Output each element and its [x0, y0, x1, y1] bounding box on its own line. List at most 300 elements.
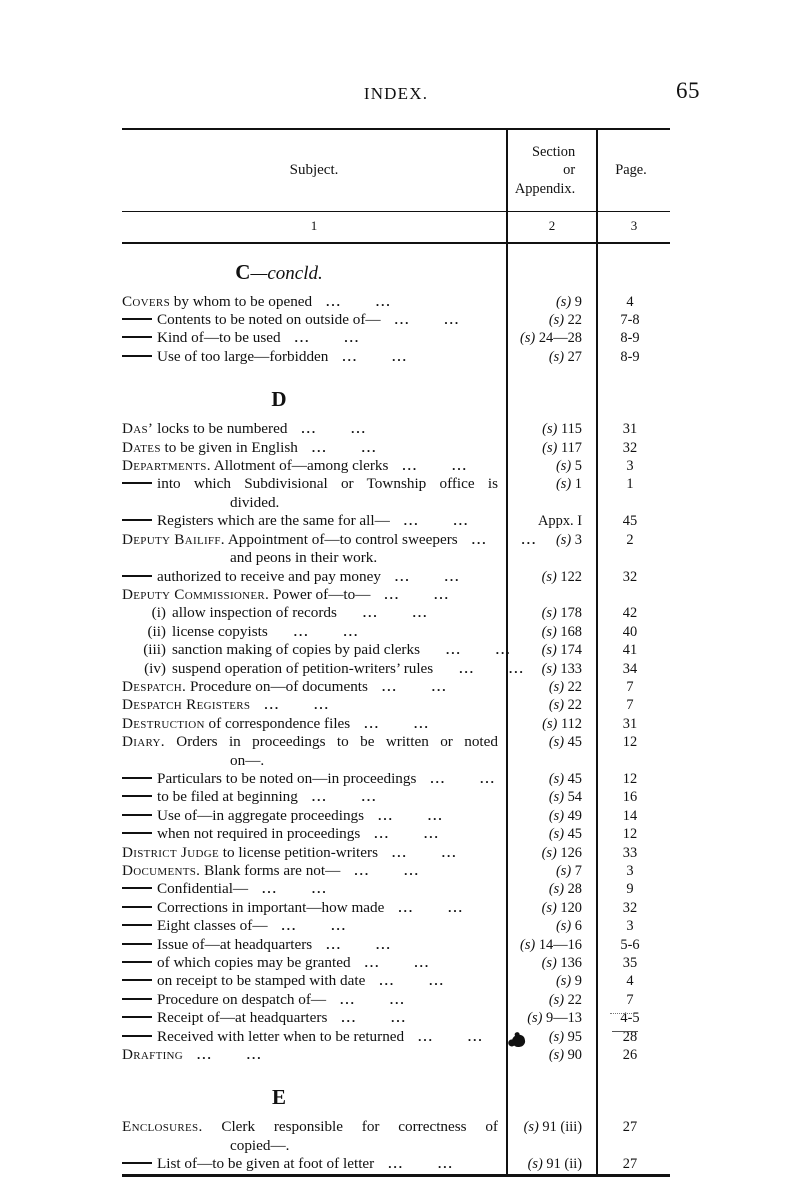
- index-entry-subject: [122, 807, 506, 825]
- leader-dots: ...: [392, 844, 408, 860]
- table-body: [122, 244, 670, 1174]
- column-header-section-line3: Appendix.: [514, 180, 576, 197]
- index-entry-section: (s) 112: [542, 715, 582, 732]
- index-entry-text: Clerk responsible for correctness of: [202, 1118, 498, 1136]
- index-entry-text: Use of too large—forbidden: [157, 347, 329, 365]
- index-headword: Covers: [122, 292, 170, 310]
- index-entry-text: Issue of—at headquarters: [157, 935, 313, 953]
- index-entry-row[interactable]: [122, 770, 670, 788]
- section-prefix: (s): [548, 348, 564, 365]
- overline-smudge-artifact: [610, 1013, 638, 1014]
- section-prefix: (s): [542, 439, 558, 456]
- index-entry-page: 5-6: [620, 936, 640, 953]
- continuation-dash-rule: [122, 318, 152, 320]
- leader-dots: ...: [342, 348, 359, 364]
- leader-dots: ...: [434, 586, 450, 602]
- index-entry-subject: [122, 788, 506, 806]
- index-entry-row[interactable]: [122, 954, 670, 972]
- leader-dots: ...: [452, 458, 468, 474]
- index-entry-subject: [122, 825, 506, 843]
- section-prefix: (s): [548, 312, 564, 329]
- index-entry-subject: [122, 293, 506, 311]
- index-headword: Despatch.: [122, 677, 187, 695]
- index-entry-page: 27: [622, 1119, 638, 1136]
- continuation-dash-rule: [122, 1162, 152, 1164]
- leader-dots: ...: [301, 421, 318, 437]
- column-header-subject: Subject.: [289, 162, 339, 179]
- index-entry-subject: [122, 439, 506, 457]
- index-entry-row[interactable]: [122, 696, 670, 714]
- index-entry-text: of correspondence files: [204, 714, 351, 732]
- column-number-page: 3: [596, 212, 670, 241]
- index-entry-subject: [122, 991, 506, 1009]
- leader-dots: ...: [344, 330, 361, 346]
- index-entry-row[interactable]: [122, 568, 670, 586]
- index-entry-page: 4-5: [620, 1010, 640, 1027]
- index-entry-section: (s) 22: [548, 991, 582, 1008]
- index-entry-page: 4: [626, 973, 634, 990]
- section-prefix: (s): [520, 330, 536, 347]
- leader-dots: ...: [414, 955, 431, 971]
- index-entry-text: to be filed at beginning: [157, 788, 298, 806]
- index-entry-continuation: copied—.: [230, 1136, 290, 1154]
- index-entry-page: 14: [622, 807, 638, 824]
- sub-entry-numeral: (iii): [143, 641, 166, 659]
- section-prefix: (s): [548, 789, 564, 806]
- index-entry-page: 27: [622, 1156, 638, 1173]
- index-headword: Destruction: [122, 714, 205, 732]
- leader-dots: ...: [453, 513, 470, 529]
- index-entry-text: of which copies may be granted: [157, 954, 351, 972]
- page-folio-number: 65: [676, 78, 700, 103]
- index-entry-row[interactable]: [122, 788, 670, 806]
- index-entry-section: (s) 1: [556, 476, 582, 493]
- section-prefix: (s): [541, 642, 557, 659]
- index-entry-page: 31: [622, 421, 638, 438]
- index-entry-row[interactable]: [122, 311, 670, 329]
- section-letter-row: [122, 375, 670, 420]
- index-entry-subject: [122, 1009, 506, 1027]
- index-entry-page: 3: [626, 458, 634, 475]
- leader-dots: ...: [404, 863, 420, 878]
- index-headword: Despatch Registers: [122, 696, 251, 714]
- index-entry-page: 40: [622, 623, 638, 640]
- index-entry-section: (s) 168: [541, 623, 582, 640]
- index-entry-page: 3: [626, 918, 634, 935]
- leader-dots: ...: [364, 955, 381, 971]
- index-entry-page: 2: [626, 531, 634, 548]
- index-entry-section: (s) 9—13: [527, 1010, 582, 1027]
- section-prefix: (s): [541, 623, 557, 640]
- section-prefix: (s): [541, 605, 557, 622]
- leader-dots: ...: [441, 844, 458, 860]
- index-entry-section: (s) 54: [548, 789, 582, 806]
- leader-dots: ...: [361, 789, 378, 805]
- leader-dots: ...: [388, 1156, 404, 1172]
- index-entry-text: Orders in proceedings to be written or noted: [164, 733, 498, 751]
- index-entry-page: 32: [622, 899, 638, 916]
- index-entry-section: (s) 9: [556, 973, 582, 990]
- index-entry-section: (s) 3: [556, 531, 582, 548]
- index-entry-row[interactable]: [122, 604, 670, 622]
- continuation-dash-rule: [122, 355, 152, 357]
- index-entry-row[interactable]: [122, 531, 670, 549]
- index-entry-subject: [122, 715, 506, 733]
- column-divider-2: [596, 244, 598, 1174]
- index-entry-subject: [122, 623, 506, 641]
- index-entry-section: Appx. I: [538, 513, 582, 530]
- index-entry-subject: [122, 641, 512, 659]
- column-number-section: 2: [506, 212, 596, 241]
- leader-dots: ...: [430, 770, 447, 786]
- section-prefix: (s): [542, 715, 558, 732]
- index-entry-section: (s) 22: [548, 697, 582, 714]
- leader-dots: ...: [471, 531, 488, 547]
- column-header-section-line2: or: [563, 162, 576, 179]
- index-entry-text: Procedure on—of documents: [186, 677, 368, 695]
- index-entry-text: Eight classes of—: [157, 917, 268, 935]
- leader-dots: ...: [311, 881, 328, 897]
- leader-dots: ...: [281, 918, 298, 934]
- leader-dots: ...: [389, 991, 406, 1007]
- index-entry-text: Contents to be noted on outside of—: [157, 311, 381, 329]
- index-entry-row[interactable]: [122, 825, 670, 843]
- index-headword: Deputy Commissioner.: [122, 585, 270, 603]
- index-entry-row[interactable]: [122, 348, 670, 366]
- index-headword: Deputy Bailiff.: [122, 530, 225, 548]
- leader-dots: ...: [354, 863, 371, 878]
- leader-dots: ...: [293, 623, 310, 639]
- index-entry-row[interactable]: [122, 1009, 670, 1027]
- index-entry-continuation-row: [122, 549, 670, 567]
- index-entry-row[interactable]: [122, 1155, 670, 1173]
- section-prefix: (s): [548, 734, 564, 751]
- index-entry-section: (s) 45: [548, 826, 582, 843]
- leader-dots: ...: [521, 531, 538, 547]
- section-prefix: (s): [548, 697, 564, 714]
- index-entry-section: (s) 133: [541, 660, 582, 677]
- index-entry-page: 8-9: [620, 348, 640, 365]
- index-entry-section: (s) 90: [548, 1047, 582, 1064]
- column-header-page: Page.: [596, 130, 670, 211]
- leader-dots: ...: [375, 936, 392, 952]
- index-entry-text: Receipt of—at headquarters: [157, 1009, 328, 1027]
- index-entry-subject: [122, 512, 506, 530]
- continuation-dash-rule: [122, 832, 152, 834]
- index-entry-section: (s) 14—16: [520, 936, 582, 953]
- leader-dots: ...: [314, 697, 330, 713]
- index-entry-row[interactable]: [122, 1118, 670, 1136]
- index-entry-section: (s) 95: [548, 1028, 582, 1045]
- index-entry-section: (s) 9: [556, 293, 582, 310]
- index-entry-section: (s) 7: [556, 863, 582, 879]
- index-entry-text: Corrections in important—how made: [157, 898, 385, 916]
- index-entry-section: (s) 91 (iii): [523, 1119, 582, 1136]
- index-entry-subject: [122, 659, 525, 678]
- index-entry-page: 45: [622, 513, 638, 530]
- leader-dots: ...: [364, 715, 380, 731]
- index-entry-section: (s) 45: [548, 770, 582, 787]
- index-entry-text: into which Subdivisional or Township office is: [157, 475, 498, 493]
- leader-dots: ...: [197, 1047, 213, 1063]
- index-entry-subject: [122, 880, 506, 898]
- index-entry-row[interactable]: [122, 972, 670, 990]
- index-entry-section: (s) 117: [542, 439, 582, 456]
- leader-dots: ...: [429, 973, 445, 989]
- index-entry-continuation: on—.: [230, 751, 265, 769]
- index-entry-row[interactable]: [122, 807, 670, 825]
- section-prefix: (s): [541, 844, 557, 861]
- index-headword: Documents.: [122, 862, 201, 879]
- index-entry-continuation: divided.: [230, 493, 280, 511]
- index-table: [122, 128, 670, 1177]
- index-entry-section: (s) 28: [548, 881, 582, 898]
- index-entry-row[interactable]: [122, 862, 670, 880]
- index-entry-subject: [122, 1028, 506, 1046]
- leader-dots: ...: [413, 715, 430, 731]
- continuation-dash-rule: [122, 998, 152, 1000]
- index-entry-subject: [122, 733, 506, 751]
- leader-dots: ...: [437, 1156, 454, 1172]
- index-entry-row[interactable]: [122, 715, 670, 733]
- column-header-section: [506, 130, 596, 211]
- index-entry-page: 7: [626, 678, 634, 695]
- index-entry-text: by whom to be opened: [170, 292, 313, 310]
- index-entry-subject: [122, 457, 506, 475]
- continuation-dash-rule: [122, 1035, 152, 1037]
- index-entry-row[interactable]: [122, 844, 670, 862]
- index-entry-subject: [122, 862, 506, 880]
- index-entry-text: Registers which are the same for all—: [157, 512, 390, 530]
- index-entry-section: (s) 22: [548, 678, 582, 695]
- index-headword: Departments.: [122, 457, 211, 475]
- index-entry-text: locks to be numbered: [153, 420, 288, 438]
- index-entry-page: 41: [622, 642, 638, 659]
- index-entry-subject: [122, 311, 506, 329]
- index-entry-continuation-row: [122, 1137, 670, 1155]
- index-entry-row[interactable]: [122, 733, 670, 751]
- index-entry-text: Particulars to be noted on—in proceedings: [157, 769, 417, 787]
- continuation-dash-rule: [122, 336, 152, 338]
- leader-dots: ...: [375, 293, 392, 309]
- index-entry-row[interactable]: [122, 420, 670, 438]
- section-prefix: (s): [548, 881, 564, 898]
- index-entry-subject: [122, 917, 506, 935]
- leader-dots: ...: [392, 348, 408, 364]
- section-prefix: (s): [541, 660, 557, 677]
- sub-entry-numeral: (i): [151, 604, 166, 622]
- continuation-dash-rule: [122, 1016, 152, 1018]
- index-entry-row[interactable]: [122, 475, 670, 493]
- index-entry-text: Confidential—: [157, 880, 249, 898]
- index-entry-section: (s) 136: [541, 955, 582, 972]
- index-entry-subject: [122, 954, 506, 972]
- index-entry-page: 28: [622, 1028, 638, 1045]
- index-entry-page: 7-8: [620, 312, 640, 329]
- column-number-row: [122, 212, 670, 241]
- index-entry-continuation-row: [122, 752, 670, 770]
- index-entry-text: Power of—to—: [269, 585, 371, 603]
- section-prefix: (s): [556, 293, 572, 310]
- index-entry-row[interactable]: [122, 623, 670, 641]
- index-entry-section: (s) 174: [541, 642, 582, 659]
- section-prefix: (s): [556, 476, 572, 493]
- sub-entry-numeral: (iv): [144, 659, 166, 677]
- index-entry-section: (s) 22: [548, 312, 582, 329]
- index-entry-row[interactable]: [122, 880, 670, 898]
- index-entry-section: (s) 24—28: [520, 330, 582, 347]
- index-entry-text: Blank forms are not—: [200, 862, 341, 879]
- continuation-dash-rule: [122, 961, 152, 963]
- continuation-dash-rule: [122, 814, 152, 816]
- continuation-dash-rule: [122, 519, 152, 521]
- leader-dots: ...: [379, 973, 396, 989]
- leader-dots: ...: [374, 826, 391, 842]
- leader-dots: ...: [361, 439, 378, 455]
- leader-dots: ...: [391, 1010, 407, 1026]
- section-letter-main: C: [235, 259, 251, 284]
- section-prefix: (s): [548, 678, 564, 695]
- leader-dots: ...: [495, 642, 512, 658]
- index-entry-page: 7: [626, 991, 634, 1008]
- index-entry-text: to be given in English: [160, 438, 298, 456]
- continuation-dash-rule: [122, 482, 152, 484]
- index-entry-page: 1: [626, 476, 634, 493]
- index-entry-subject: [122, 420, 506, 438]
- section-letter-main: D: [271, 387, 287, 412]
- index-entry-page: 26: [622, 1047, 638, 1064]
- index-entry-row[interactable]: [122, 899, 670, 917]
- index-entry-row[interactable]: [122, 917, 670, 935]
- continuation-dash-rule: [122, 795, 152, 797]
- index-entry-row[interactable]: [122, 293, 670, 311]
- leader-dots: ...: [459, 660, 475, 676]
- continuation-dash-rule: [122, 887, 152, 889]
- index-entry-text: suspend operation of petition-writers’ rules: [172, 659, 434, 677]
- leader-dots: ...: [412, 605, 429, 621]
- index-entry-text: Allotment of—among clerks: [210, 457, 389, 475]
- section-prefix: (s): [548, 826, 564, 843]
- index-entry-page: 3: [626, 863, 634, 879]
- index-entry-text: allow inspection of records: [172, 604, 337, 622]
- leader-dots: ...: [431, 678, 448, 694]
- leader-dots: ...: [378, 807, 394, 823]
- column-divider-1: [506, 244, 508, 1174]
- index-entry-row[interactable]: [122, 1046, 670, 1064]
- leader-dots: ...: [444, 312, 461, 328]
- index-entry-section: (s) 27: [548, 348, 582, 365]
- leader-dots: ...: [448, 899, 464, 915]
- index-entry-text: Appointment of—to control sweepers: [224, 530, 458, 548]
- leader-dots: ...: [351, 421, 367, 437]
- table-bottom-rule: [122, 1175, 670, 1177]
- index-entry-subject: [122, 899, 506, 917]
- leader-dots: ...: [362, 605, 379, 621]
- table-header-row: [122, 130, 670, 211]
- section-prefix: (s): [556, 973, 572, 990]
- index-entry-subject: [122, 1046, 506, 1064]
- index-entry-page: 9: [626, 881, 634, 898]
- section-prefix: (s): [523, 1119, 539, 1136]
- section-letter-row: [122, 1073, 670, 1118]
- section-prefix: (s): [520, 936, 536, 953]
- index-entry-row[interactable]: [122, 586, 670, 604]
- index-entry-row[interactable]: [122, 678, 670, 696]
- index-entry-row[interactable]: [122, 512, 670, 530]
- column-number-subject: 1: [310, 218, 318, 234]
- leader-dots: ...: [508, 660, 525, 676]
- index-entry-row[interactable]: [122, 641, 670, 659]
- index-entry-row[interactable]: [122, 329, 670, 347]
- section-prefix: (s): [541, 955, 557, 972]
- continuation-dash-rule: [122, 924, 152, 926]
- leader-dots: ...: [480, 770, 496, 786]
- leader-dots: ...: [444, 568, 461, 584]
- leader-dots: ...: [331, 918, 348, 934]
- index-entry-subject: [122, 530, 538, 549]
- section-prefix: (s): [556, 531, 572, 548]
- index-entry-page: 12: [622, 734, 638, 751]
- index-entry-text: authorized to receive and pay money: [157, 567, 381, 585]
- section-gap: [122, 1064, 670, 1073]
- index-entry-text: Received with letter when to be returned: [157, 1027, 405, 1045]
- leader-dots: ...: [467, 1028, 484, 1044]
- section-prefix: (s): [542, 421, 558, 438]
- index-entry-row[interactable]: [122, 439, 670, 457]
- index-entry-subject: [122, 475, 506, 493]
- leader-dots: ...: [394, 568, 411, 584]
- index-entry-page: 16: [622, 789, 638, 806]
- section-letter: [122, 375, 506, 420]
- index-entry-section: (s) 122: [541, 568, 582, 585]
- leader-dots: ...: [446, 642, 462, 658]
- section-prefix: (s): [541, 899, 557, 916]
- index-entry-subject: [122, 1118, 506, 1136]
- index-entry-row[interactable]: [122, 457, 670, 475]
- underline-smudge-artifact: [612, 1031, 638, 1032]
- column-header-section-line1: Section: [532, 144, 576, 160]
- leader-dots: ...: [427, 807, 444, 823]
- index-entry-text: on receipt to be stamped with date: [157, 972, 366, 990]
- index-entry-row[interactable]: [122, 936, 670, 954]
- section-letter-row: [122, 248, 670, 293]
- index-entry-page: 32: [622, 439, 638, 456]
- index-entry-text: Procedure on despatch of—: [157, 990, 327, 1008]
- leader-dots: ...: [384, 586, 401, 602]
- index-entry-subject: [122, 844, 506, 862]
- leader-dots: ...: [311, 789, 328, 805]
- index-entry-row[interactable]: [122, 991, 670, 1009]
- leader-dots: ...: [246, 1047, 263, 1063]
- leader-dots: ...: [326, 936, 342, 952]
- section-prefix: (s): [548, 807, 564, 824]
- continuation-dash-rule: [122, 906, 152, 908]
- index-entry-row[interactable]: [122, 660, 670, 678]
- leader-dots: ...: [398, 899, 415, 915]
- index-entry-page: 32: [622, 568, 638, 585]
- leader-dots: ...: [402, 458, 419, 474]
- index-entry-page: 34: [622, 660, 638, 677]
- leader-dots: ...: [381, 678, 398, 694]
- index-entry-row[interactable]: [122, 1028, 670, 1046]
- leader-dots: ...: [262, 881, 278, 897]
- index-entry-subject: [122, 604, 506, 622]
- leader-dots: ...: [311, 439, 328, 455]
- continuation-dash-rule: [122, 943, 152, 945]
- leader-dots: ...: [326, 293, 342, 309]
- section-prefix: (s): [541, 568, 557, 585]
- continuation-dash-rule: [122, 575, 152, 577]
